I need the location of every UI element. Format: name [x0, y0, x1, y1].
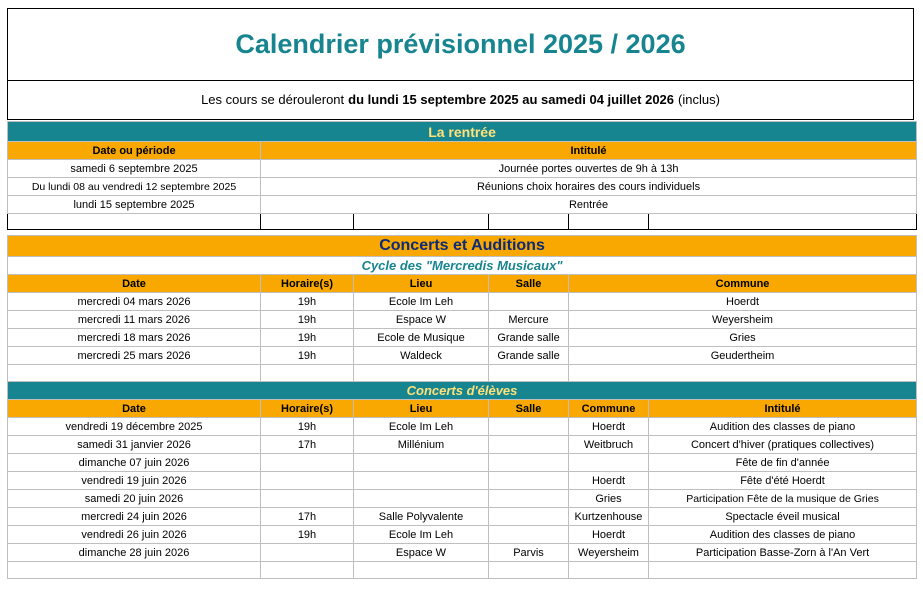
cell-horaire: 19h	[261, 329, 354, 347]
table-row	[8, 311, 917, 329]
cell-horaire	[261, 490, 354, 508]
empty-cell	[489, 562, 569, 579]
cell-salle	[489, 418, 569, 436]
concerts-title: Concerts et Auditions	[8, 236, 917, 257]
mercredis-header-salle: Salle	[489, 275, 569, 293]
cell-horaire: 19h	[261, 311, 354, 329]
cell-commune: Weyersheim	[569, 311, 917, 329]
empty-cell	[649, 562, 917, 579]
cell-horaire	[261, 544, 354, 562]
mercredis-header-horaire: Horaire(s)	[261, 275, 354, 293]
cell-date: Du lundi 08 au vendredi 12 septembre 2025	[8, 178, 261, 196]
cell-horaire: 17h	[261, 436, 354, 454]
concerts-table	[7, 235, 917, 579]
eleves-header-date: Date	[8, 400, 261, 418]
empty-cell	[261, 562, 354, 579]
empty-cell	[8, 214, 261, 230]
table-row	[8, 293, 917, 311]
course-period-suffix: (inclus)	[678, 92, 720, 107]
cell-commune: Hoerdt	[569, 472, 649, 490]
table-row	[8, 160, 917, 178]
empty-row	[8, 214, 917, 230]
cell-lieu	[354, 472, 489, 490]
cell-date: samedi 20 juin 2026	[8, 490, 261, 508]
empty-cell	[569, 562, 649, 579]
cell-date: vendredi 19 juin 2026	[8, 472, 261, 490]
cell-intitule: Participation Basse-Zorn à l'An Vert	[649, 544, 917, 562]
cell-horaire	[261, 472, 354, 490]
empty-cell	[261, 365, 354, 382]
cell-horaire: 19h	[261, 347, 354, 365]
cell-horaire: 19h	[261, 293, 354, 311]
cell-commune: Hoerdt	[569, 526, 649, 544]
rentree-header-date: Date ou période	[8, 142, 261, 160]
cell-date: vendredi 19 décembre 2025	[8, 418, 261, 436]
cell-date: samedi 31 janvier 2026	[8, 436, 261, 454]
table-row	[8, 347, 917, 365]
table-row	[8, 454, 917, 472]
empty-cell	[354, 214, 489, 230]
table-row	[8, 418, 917, 436]
table-row	[8, 196, 917, 214]
cell-date: mercredi 04 mars 2026	[8, 293, 261, 311]
cell-commune: Hoerdt	[569, 293, 917, 311]
table-row	[8, 329, 917, 347]
cell-salle	[489, 436, 569, 454]
cell-lieu: Ecole de Musique	[354, 329, 489, 347]
cell-commune: Weitbruch	[569, 436, 649, 454]
cell-lieu	[354, 490, 489, 508]
cell-commune: Gries	[569, 490, 649, 508]
cell-commune: Geudertheim	[569, 347, 917, 365]
cell-lieu: Salle Polyvalente	[354, 508, 489, 526]
cell-date: vendredi 26 juin 2026	[8, 526, 261, 544]
cell-salle: Parvis	[489, 544, 569, 562]
empty-cell	[489, 214, 569, 230]
empty-cell	[8, 562, 261, 579]
cell-lieu	[354, 454, 489, 472]
cell-lieu: Waldeck	[354, 347, 489, 365]
cell-salle	[489, 472, 569, 490]
cell-intitule: Journée portes ouvertes de 9h à 13h	[261, 160, 917, 178]
cell-commune: Weyersheim	[569, 544, 649, 562]
table-row	[8, 508, 917, 526]
mercredis-header-date: Date	[8, 275, 261, 293]
cell-salle	[489, 508, 569, 526]
empty-cell	[569, 365, 917, 382]
rentree-table	[7, 121, 917, 230]
empty-cell	[354, 365, 489, 382]
table-row	[8, 436, 917, 454]
cell-commune: Gries	[569, 329, 917, 347]
cell-date: mercredi 11 mars 2026	[8, 311, 261, 329]
empty-cell	[649, 214, 917, 230]
course-period-dates: du lundi 15 septembre 2025 au samedi 04 juillet 2026	[348, 92, 675, 107]
mercredis-title: Cycle des "Mercredis Musicaux"	[8, 257, 917, 275]
rentree-title: La rentrée	[8, 122, 917, 142]
cell-commune: Hoerdt	[569, 418, 649, 436]
table-row	[8, 526, 917, 544]
table-row	[8, 472, 917, 490]
eleves-header-horaire: Horaire(s)	[261, 400, 354, 418]
cell-intitule: Rentrée	[261, 196, 917, 214]
cell-date: mercredi 18 mars 2026	[8, 329, 261, 347]
eleves-title: Concerts d'élèves	[8, 382, 917, 400]
cell-date: lundi 15 septembre 2025	[8, 196, 261, 214]
cell-intitule: Participation Fête de la musique de Gries	[649, 490, 917, 508]
page-title	[7, 8, 914, 81]
eleves-header-salle: Salle	[489, 400, 569, 418]
cell-salle: Grande salle	[489, 347, 569, 365]
mercredis-header-commune: Commune	[569, 275, 917, 293]
cell-lieu: Ecole Im Leh	[354, 418, 489, 436]
cell-date: mercredi 25 mars 2026	[8, 347, 261, 365]
cell-horaire: 19h	[261, 526, 354, 544]
empty-cell	[354, 562, 489, 579]
empty-row	[8, 562, 917, 579]
table-row	[8, 490, 917, 508]
eleves-header-intitule: Intitulé	[649, 400, 917, 418]
table-row	[8, 178, 917, 196]
cell-lieu: Ecole Im Leh	[354, 526, 489, 544]
course-period-prefix: Les cours se dérouleront	[201, 92, 345, 107]
cell-intitule: Audition des classes de piano	[649, 418, 917, 436]
cell-intitule: Spectacle éveil musical	[649, 508, 917, 526]
cell-date: dimanche 07 juin 2026	[8, 454, 261, 472]
eleves-header-lieu: Lieu	[354, 400, 489, 418]
empty-row	[8, 365, 917, 382]
cell-intitule: Fête d'été Hoerdt	[649, 472, 917, 490]
page-title-text: Calendrier prévisionnel 2025 / 2026	[235, 29, 686, 59]
cell-lieu: Millénium	[354, 436, 489, 454]
cell-salle: Grande salle	[489, 329, 569, 347]
cell-salle	[489, 454, 569, 472]
cell-salle	[489, 293, 569, 311]
cell-salle	[489, 490, 569, 508]
empty-cell	[569, 214, 649, 230]
cell-intitule: Fête de fin d'année	[649, 454, 917, 472]
cell-horaire: 19h	[261, 418, 354, 436]
cell-salle: Mercure	[489, 311, 569, 329]
empty-cell	[489, 365, 569, 382]
mercredis-header-lieu: Lieu	[354, 275, 489, 293]
cell-lieu: Espace W	[354, 544, 489, 562]
cell-lieu: Espace W	[354, 311, 489, 329]
cell-intitule: Concert d'hiver (pratiques collectives)	[649, 436, 917, 454]
table-row	[8, 544, 917, 562]
empty-cell	[8, 365, 261, 382]
course-period	[7, 80, 914, 120]
rentree-header-intitule: Intitulé	[261, 142, 917, 160]
cell-lieu: Ecole Im Leh	[354, 293, 489, 311]
cell-intitule: Réunions choix horaires des cours individuels	[261, 178, 917, 196]
cell-commune	[569, 454, 649, 472]
eleves-header-commune: Commune	[569, 400, 649, 418]
cell-horaire	[261, 454, 354, 472]
cell-date: dimanche 28 juin 2026	[8, 544, 261, 562]
empty-cell	[261, 214, 354, 230]
cell-commune: Kurtzenhouse	[569, 508, 649, 526]
cell-date: mercredi 24 juin 2026	[8, 508, 261, 526]
cell-date: samedi 6 septembre 2025	[8, 160, 261, 178]
cell-horaire: 17h	[261, 508, 354, 526]
cell-intitule: Audition des classes de piano	[649, 526, 917, 544]
cell-salle	[489, 526, 569, 544]
